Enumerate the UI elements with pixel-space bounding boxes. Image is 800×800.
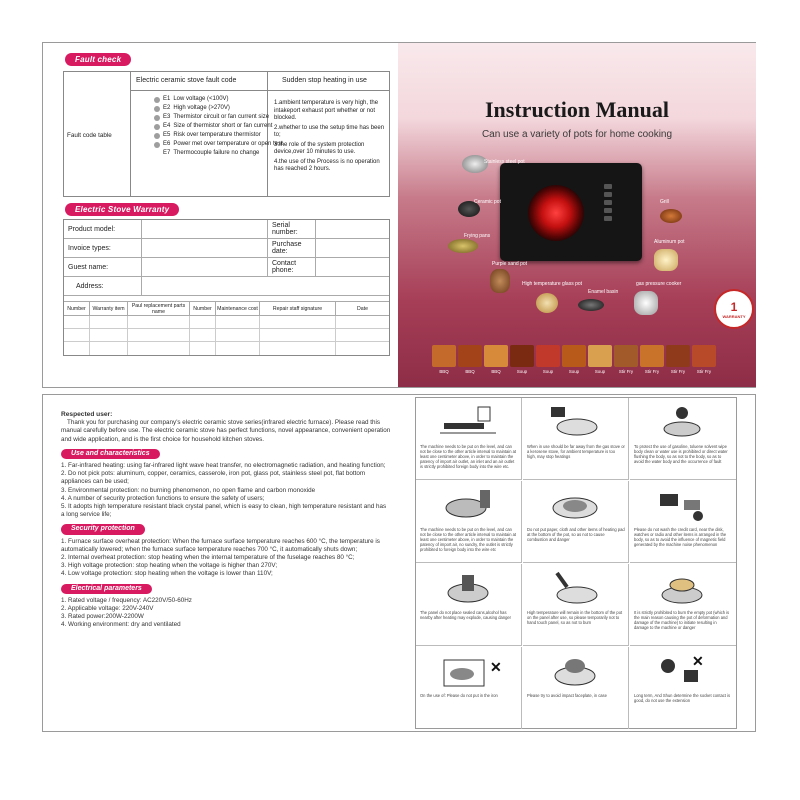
- pressure-cooker-label: gas pressure cooker: [636, 281, 682, 287]
- fault-code-row: E5 Risk over temperature thermistor: [154, 132, 284, 139]
- list-item: 1. Furnace surface overheat protection: When the furnace surface temperature reaches 600 °C, the temperature is automatically lowered; when the furnace surface temperature reaches 700 °C, it automatically shuts down;: [61, 537, 380, 553]
- fault-code-row: E2 High voltage (>270V): [154, 105, 284, 112]
- intro-paragraph: Thank you for purchasing our company's electric ceramic stove series(infrared electric furnace). Please read this manual carefully before use. The electric ceramic stove has perfect functions, novel appearance, convenient operation and wide application, and is the first choice for household kitchen stoves.: [61, 419, 391, 443]
- bullet-icon: [154, 115, 160, 121]
- serial-number-field[interactable]: [316, 220, 389, 238]
- fault-code-row: E3 Thermistor circuit or fan current size: [154, 114, 284, 121]
- grill-label: Grill: [660, 199, 669, 205]
- tip-cell: Please do not wash the credit card, near the disk, watches or radio and other items is arranged in the body, so as to avoid the influence of magnetic field generated by the machine noise phenomenon: [630, 481, 736, 563]
- greeting-heading: Respected user:: [61, 411, 113, 418]
- food-strip: [432, 345, 716, 374]
- no-water-icon: [654, 403, 710, 441]
- burner-icon: [528, 185, 584, 241]
- fault-reasons: 1.ambient temperature is very high, the intakeport exhaust port whether or not blocked. 2.whether to use the setup time has been to; 3.the role of the system protection device,over 10 minutes to use. 4.the use of the Process is no operation has reached 2 hours.: [274, 100, 385, 172]
- bullet-icon: [154, 124, 160, 130]
- invoice-types-label: Invoice types:: [64, 239, 142, 257]
- frying-pan-icon: [448, 239, 478, 253]
- use-characteristics-title: Use and characteristics: [61, 449, 160, 459]
- aluminum-pot-label: Aluminum pot: [654, 239, 685, 245]
- warranty-row: [64, 258, 389, 277]
- glass-pot-label: High temperature glass pot: [522, 281, 583, 287]
- cooktop-image: [500, 163, 642, 261]
- list-item: 3. Environmental protection: no burning phenomenon, no open flame and carbon monoxide: [61, 486, 316, 494]
- fault-check-title: Fault check: [65, 53, 131, 66]
- prohibited-icon: ✕: [490, 659, 502, 675]
- bullet-icon: [154, 142, 160, 148]
- food-image: Soup: [588, 345, 612, 367]
- food-image: BBQ: [458, 345, 482, 367]
- col-date: Date: [357, 305, 368, 312]
- tip-cell: Please try to avoid impact faceplate, in case: [523, 647, 629, 729]
- tip-cell: It is strictly prohibited to burn the empty pot (which is the main reason causing the pot of deformation and damage of the machine) to initiate resulting in damage to the machine or danger: [630, 564, 736, 646]
- warranty-badge: 1 WARRANTY: [714, 289, 754, 329]
- tip-cell: ✕ On the use of: Please do not put in the iron: [416, 647, 522, 729]
- level-placement-icon: [440, 486, 496, 524]
- table-row: [64, 316, 389, 329]
- food-image: Stir Fry: [692, 345, 716, 367]
- invoice-types-field[interactable]: [142, 239, 268, 257]
- no-cards-icon: [654, 486, 710, 524]
- no-paper-icon: [547, 486, 603, 524]
- table-row: [64, 342, 389, 355]
- avoid-impact-icon: [547, 652, 603, 690]
- enamel-basin-icon: [578, 299, 604, 311]
- list-item: 2. Do not pick pots: aluminum, copper, ceramics, casserole, iron pot, glass pot, stainless steel pot, flat bottom appliances can be used;: [61, 470, 366, 486]
- food-image: Stir Fry: [666, 345, 690, 367]
- bullet-icon: [154, 106, 160, 112]
- list-item: 3. Rated power:200W-2200W: [61, 613, 144, 621]
- grill-icon: [660, 209, 682, 223]
- list-item: 2. Applicable voltage: 220V-240V: [61, 605, 154, 613]
- stainless-pot-label: Stainless steel pot: [484, 159, 525, 165]
- food-image: BBQ: [432, 345, 456, 367]
- bottom-sheet: [42, 394, 756, 732]
- bullet-icon: [154, 151, 160, 157]
- product-model-field[interactable]: [142, 220, 268, 238]
- guest-name-label: Guest name:: [64, 258, 142, 276]
- food-image: Soup: [562, 345, 586, 367]
- list-item: 3. High voltage protection: stop heating when the voltage is higher than 270V;: [61, 562, 278, 570]
- tip-cell: When in use should be far away from the gas stove or a kerosene stove, for ambient temperature is too high, may stop heatings: [523, 398, 629, 480]
- list-item: 1. Far-infrared heating: using far-infrared light wave heat transfer, no electromagnetic radiation, and heating function;: [61, 462, 386, 470]
- ceramic-pot-label: Ceramic pot: [474, 199, 501, 205]
- safety-tips-grid: [415, 397, 737, 729]
- pressure-cooker-icon: [634, 291, 658, 315]
- col-maintenance-cost: Maintenance cost: [216, 302, 260, 315]
- enamel-basin-label: Enamel basin: [588, 289, 619, 295]
- fault-code-table: [63, 71, 390, 197]
- tip-cell: The machine needs to be put on the level, and can not be close to the other article interval to maintain at least one centimeter above, in order to maintain the patency of import air outlet, an inlet and an air outlet is strictly prohibited foreign body into the wire etc.: [416, 398, 522, 480]
- purchase-date-field[interactable]: [316, 239, 389, 257]
- col-repair-signature: Repair staff signature: [260, 302, 336, 315]
- tip-cell: ✕ Long term, And Shun determine the socket contact is good, do not use the extension: [634, 653, 731, 703]
- warranty-title: Electric Stove Warranty: [65, 203, 179, 216]
- electrical-title: Electrical parameters: [61, 584, 152, 594]
- tip-cell: Do not put paper, cloth and other items of heating pad at the bottom of the pot, so as not to cause combustion and danger: [523, 481, 629, 563]
- hot-surface-icon: [547, 569, 603, 607]
- food-image: BBQ: [484, 345, 508, 367]
- purchase-date-label: Purchase date:: [268, 239, 316, 257]
- col-number: Number: [64, 302, 90, 315]
- fault-code-row: E6 Power met over temperature or open test: [154, 141, 284, 148]
- product-model-label: Product model:: [64, 220, 142, 238]
- food-image: Soup: [510, 345, 534, 367]
- fault-code-row: E4 Size of thermistor short or fan current: [154, 123, 284, 130]
- list-item: 4. A number of security protection functions to ensure the safety of users;: [61, 494, 265, 502]
- list-item: 5. It adopts high temperature resistant black crystal panel, which is easy to clean, high temperature resistant and has a long service life;: [61, 503, 387, 519]
- glass-pot-icon: [536, 293, 558, 313]
- table-row: [64, 329, 389, 342]
- food-image: Soup: [536, 345, 560, 367]
- bullet-icon: [154, 97, 160, 103]
- list-item: 1. Rated voltage / frequency: AC220V/50-60Hz: [61, 596, 192, 604]
- manual-subtitle: Can use a variety of pots for home cooking: [481, 129, 673, 140]
- no-empty-pot-icon: [654, 569, 710, 607]
- list-item: 4. Low voltage protection: stop heating when the voltage is lower than 110V;: [61, 570, 273, 578]
- list-item: 2. Internal overheat protection: stop heating when the internal temperature of the fuselage reaches 80 °C;: [61, 554, 355, 562]
- col-number-2: Number: [190, 302, 216, 315]
- fault-code-row: E1 Low voltage (<100V): [154, 96, 284, 103]
- fault-col-codes-header: Electric ceramic stove fault code: [136, 77, 237, 84]
- address-label: Address:: [64, 277, 142, 295]
- fault-code-row: E7 Thermocouple failure no change: [154, 150, 284, 157]
- warranty-form: [63, 219, 390, 356]
- food-image: Stir Fry: [614, 345, 638, 367]
- tip-cell: To protect the use of gasoline, toluene solvent wipe body clean or water use is prohibited or direct water flushing the body, so as not to the body, so as to avoid the water body and the occurrence of fault: [630, 398, 736, 480]
- serial-number-label: Serial number:: [268, 220, 316, 238]
- top-sheet: [42, 42, 756, 388]
- tip-cell: The machine needs to be put on the level, and can not be close to the other article interval to maintain at least one centimeter above, in order to maintain the patency of import air, no sundry, the outlet is strictly prohibited to foreign body into the wire etc: [416, 481, 522, 563]
- no-sealed-cans-icon: [440, 569, 496, 607]
- warranty-row: [64, 220, 389, 239]
- aluminum-pot-icon: [654, 249, 678, 271]
- col-warranty-item: Warranty item: [90, 302, 128, 315]
- manual-cover: [398, 43, 756, 387]
- prohibited-icon: ✕: [692, 653, 704, 669]
- level-placement-icon: [440, 403, 496, 441]
- fault-codes-list: [154, 96, 284, 159]
- address-field[interactable]: [142, 277, 389, 295]
- manual-title: Instruction Manual: [485, 97, 669, 122]
- warranty-table-header: [64, 302, 389, 316]
- security-title: Security protection: [61, 524, 145, 534]
- list-item: 4. Working environment: dry and ventilated: [61, 621, 181, 629]
- purple-sand-label: Purple sand pot: [492, 261, 528, 267]
- col-parts-name: Paul replacement parts name: [128, 302, 190, 315]
- fault-row-label: Fault code table: [67, 132, 112, 139]
- bullet-icon: [154, 133, 160, 139]
- control-panel-icon: [604, 181, 630, 224]
- tip-cell: High temperature will remain in the bottom of the pot on the panel after use, so please temporarily not to hand touch panel, so as not to burn: [523, 564, 629, 646]
- food-image: Stir Fry: [640, 345, 664, 367]
- contact-phone-label: Contact phone:: [268, 258, 316, 276]
- intro-column: [61, 411, 391, 630]
- warranty-row: [64, 239, 389, 258]
- frying-pan-label: Frying pans: [464, 233, 491, 239]
- warranty-row: [64, 277, 389, 296]
- no-iron-icon: [440, 652, 496, 690]
- purple-sand-pot-icon: [490, 269, 510, 293]
- guest-name-field[interactable]: [142, 258, 268, 276]
- gas-stove-icon: [547, 403, 603, 441]
- fault-col-reasons-header: Sudden stop heating in use: [282, 77, 367, 84]
- tip-cell: The panel do not place sealed cans,alcohol has nearby after heating may explode, causing danger: [416, 564, 522, 646]
- contact-phone-field[interactable]: [316, 258, 389, 276]
